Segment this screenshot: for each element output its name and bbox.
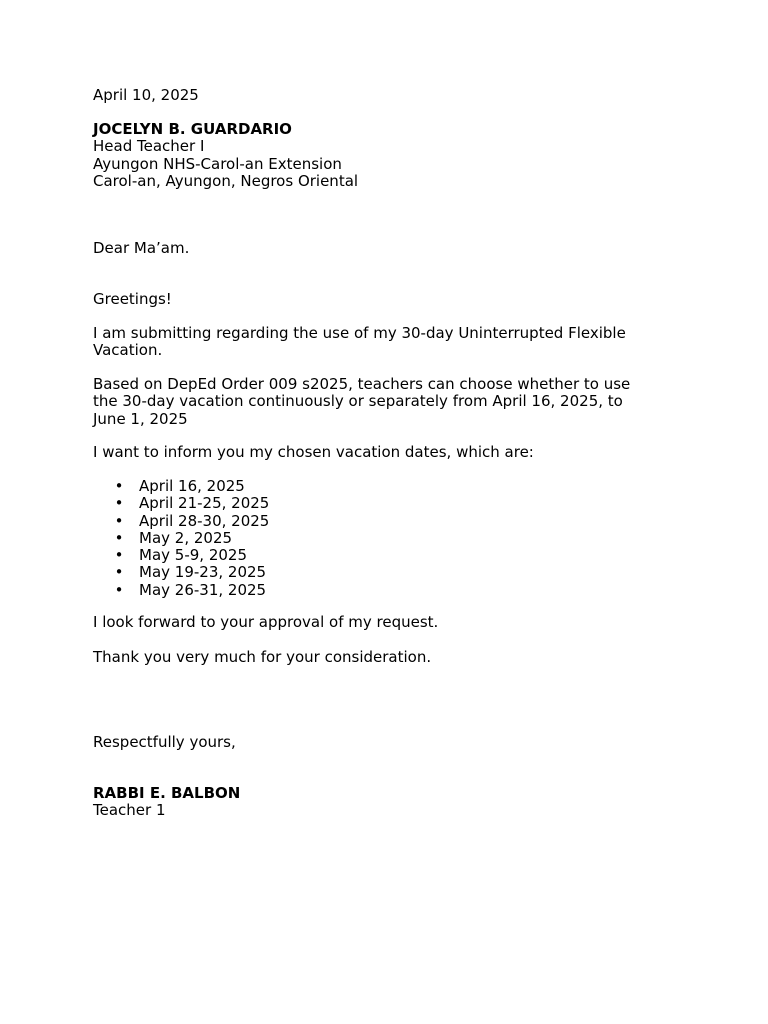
vacation-date: April 21-25, 2025 — [139, 494, 270, 513]
list-item — [93, 547, 269, 564]
bullet-icon: • — [114, 580, 124, 599]
sender-name: RABBI E. BALBON — [93, 784, 241, 802]
list-item — [93, 495, 269, 512]
vacation-date: April 16, 2025 — [139, 477, 245, 495]
list-item — [93, 513, 269, 530]
recipient-name: JOCELYN B. GUARDARIO — [93, 120, 292, 138]
bullet-icon: • — [114, 477, 124, 495]
list-item — [93, 582, 269, 599]
paragraph-thanks: Thank you very much for your consideration. — [93, 648, 432, 666]
bullet-icon: • — [114, 494, 124, 513]
paragraph-line: Based on DepEd Order 009 s2025, teachers can choose whether to use — [93, 375, 631, 393]
paragraph-line: the 30-day vacation continuously or separately from April 16, 2025, to — [93, 392, 623, 411]
closing: Respectfully yours, — [93, 733, 236, 751]
paragraph-purpose: I am submitting regarding the use of my 30-day Uninterrupted Flexible Vacation. — [93, 324, 626, 360]
bullet-icon: • — [114, 511, 124, 530]
paragraph-dates-intro: I want to inform you my chosen vacation dates, which are: — [93, 443, 534, 461]
bullet-icon: • — [114, 563, 124, 582]
vacation-date: May 26-31, 2025 — [139, 580, 267, 599]
list-item — [93, 564, 269, 581]
signature-block — [93, 785, 240, 820]
paragraph-approval: I look forward to your approval of my request. — [93, 613, 439, 631]
greeting: Greetings! — [93, 290, 172, 308]
paragraph-deped-order — [93, 376, 630, 428]
recipient-block — [93, 121, 358, 190]
vacation-date: May 19-23, 2025 — [139, 563, 267, 582]
paragraph-line: June 1, 2025 — [93, 409, 188, 428]
vacation-date: May 2, 2025 — [139, 528, 233, 547]
list-item — [93, 478, 269, 495]
salutation: Dear Ma’am. — [93, 239, 190, 257]
bullet-icon: • — [114, 528, 124, 547]
vacation-dates-list — [93, 478, 269, 599]
recipient-title: Head Teacher I — [93, 137, 205, 156]
vacation-date: May 5-9, 2025 — [139, 546, 247, 565]
vacation-date: April 28-30, 2025 — [139, 511, 270, 530]
recipient-address: Carol-an, Ayungon, Negros Oriental — [93, 171, 359, 190]
bullet-icon: • — [114, 546, 124, 565]
sender-title: Teacher 1 — [93, 801, 166, 820]
recipient-school: Ayungon NHS-Carol-an Extension — [93, 154, 342, 173]
letter-date: April 10, 2025 — [93, 86, 199, 104]
list-item — [93, 530, 269, 547]
